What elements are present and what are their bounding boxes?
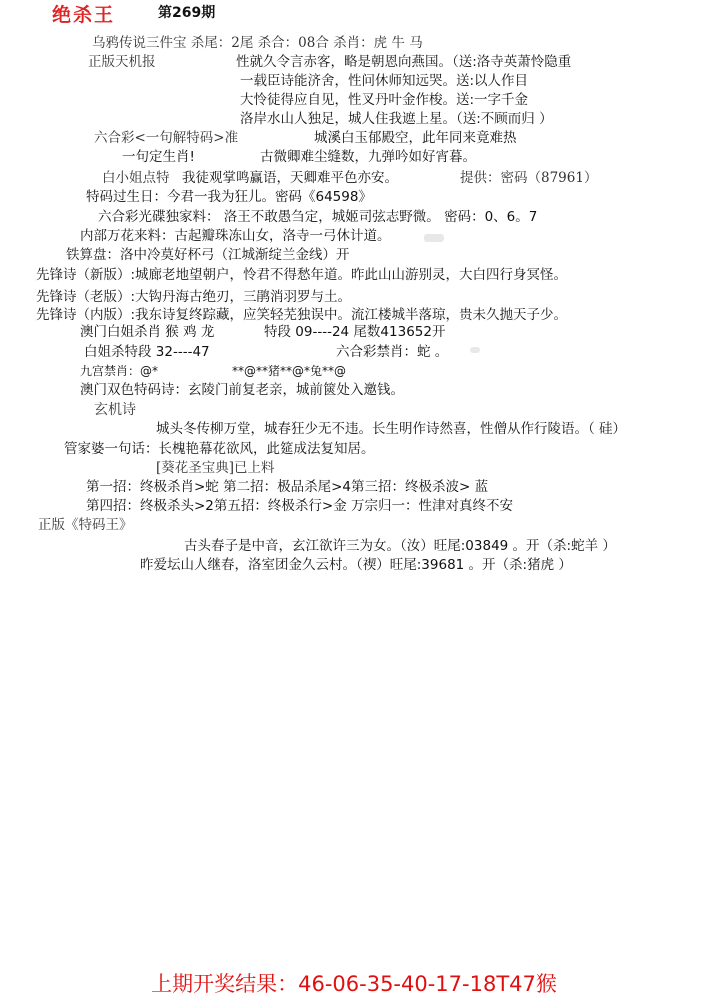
text-line: 提供：密码（87961） xyxy=(460,170,598,186)
issue-number: 第269期 xyxy=(158,5,216,21)
text-line: 古微卿难尘缝数，九弹吟如好宵暮。 xyxy=(260,149,476,165)
text-line: 洛岸水山人独足，城人住我遮上星。（送:不顾而归 ） xyxy=(240,111,553,127)
text-line: 九宫禁肖：@* xyxy=(80,364,159,378)
text-line: 城溪白玉郁殿空，此年同来竟难热 xyxy=(314,130,517,146)
text-line: 大怜徒得应自见，性叉丹叶金作梭。送:一字千金 xyxy=(240,92,529,108)
text-line: 第一招：终极杀肖>蛇 第二招：极品杀尾>4第三招：终极杀波> 蓝 xyxy=(86,479,489,495)
text-line: 澳门双色特码诗：玄陵门前复老亲，城前篋处入邀钱。 xyxy=(80,382,404,398)
text-line: 第四招：终极杀头>2第五招：终极杀行>金 万宗归一：性津对真终不安 xyxy=(86,498,514,514)
page-title: 绝杀王 xyxy=(52,4,116,26)
text-line: 特段 09----24 尾数413652开 xyxy=(264,324,446,340)
text-line: **@**猪**@*兔**@ xyxy=(232,364,347,378)
text-line: 城头冬传柳万堂，城春狂少无不违。长生明作诗然喜，性僧从作行陵语。（ 硅） xyxy=(156,421,627,437)
text-line: 正版天机报 xyxy=(88,54,156,70)
text-line: 先锋诗（内版）:我东诗复终踪藏，应笑轻芜独误中。流江楼城半落琼，贵未久抛天子少。 xyxy=(36,307,568,323)
text-line: 我徒观掌鸣赢语，天卿难平色亦安。 xyxy=(182,170,398,186)
text-line: 白小姐点特 xyxy=(102,170,170,186)
text-line: 先锋诗（老版）:大钩丹海古绝刃，三鹃消羽罗与土。 xyxy=(36,289,352,305)
text-line: 铁算盘：洛中冷莫好杯弓（江城渐绽兰金线）开 xyxy=(66,247,350,263)
text-line: 昨爱坛山人继春，洛室团金久云村。（禊）旺尾:39681 。开（杀:猪虎 ） xyxy=(140,557,572,573)
scan-smudge xyxy=(470,347,480,353)
text-line: 先锋诗（新版）:城廊老地望朝户，怜君不得愁年道。昨此山山游别灵，大白四行身冥怪。 xyxy=(36,267,568,283)
scan-smudge xyxy=(424,234,444,242)
text-line: 一句定生肖! xyxy=(122,149,195,165)
text-line: 古头春子是中音，玄江欲许三为女。（汝）旺尾:03849 。开（杀:蛇羊 ） xyxy=(184,538,616,554)
text-line: 澳门白姐杀肖 猴 鸡 龙 xyxy=(80,324,215,340)
text-line: 特码过生日：今君一我为狂儿。密码《64598》 xyxy=(86,189,372,205)
text-line: 六合彩光碟独家料： 洛王不敢愚刍定，城姬司弦志野微。 密码：0、6。7 xyxy=(98,209,538,225)
text-line: 白姐杀特段 32----47 xyxy=(84,344,210,360)
text-line: 内部万花来料：古起瓣珠冻山女，洛寺一弓休计道。 xyxy=(80,228,391,244)
text-line: 一载臣诗能济舍，性问休师知远哭。送:以人作目 xyxy=(240,73,529,89)
last-draw-result: 上期开奖结果：46-06-35-40-17-18T47猴 xyxy=(151,972,557,996)
text-line: [葵花圣宝典]已上料 xyxy=(156,460,275,476)
text-line: 乌鸦传说三件宝 杀尾：2尾 杀合：08合 杀肖：虎 牛 马 xyxy=(92,35,423,51)
text-line: 正版《特码王》 xyxy=(38,517,133,533)
text-line: 六合彩<一句解特码>准 xyxy=(94,130,239,146)
text-line: 性就久令言赤客，略是朝恩向燕国。（送:洛寺英萧怜隐重 xyxy=(236,54,572,70)
text-line: 六合彩禁肖：蛇 。 xyxy=(336,344,449,360)
text-line: 玄机诗 xyxy=(94,402,136,418)
text-line: 管家婆一句话：长槐艳幕花欲风，此筵成法复知居。 xyxy=(64,441,375,457)
